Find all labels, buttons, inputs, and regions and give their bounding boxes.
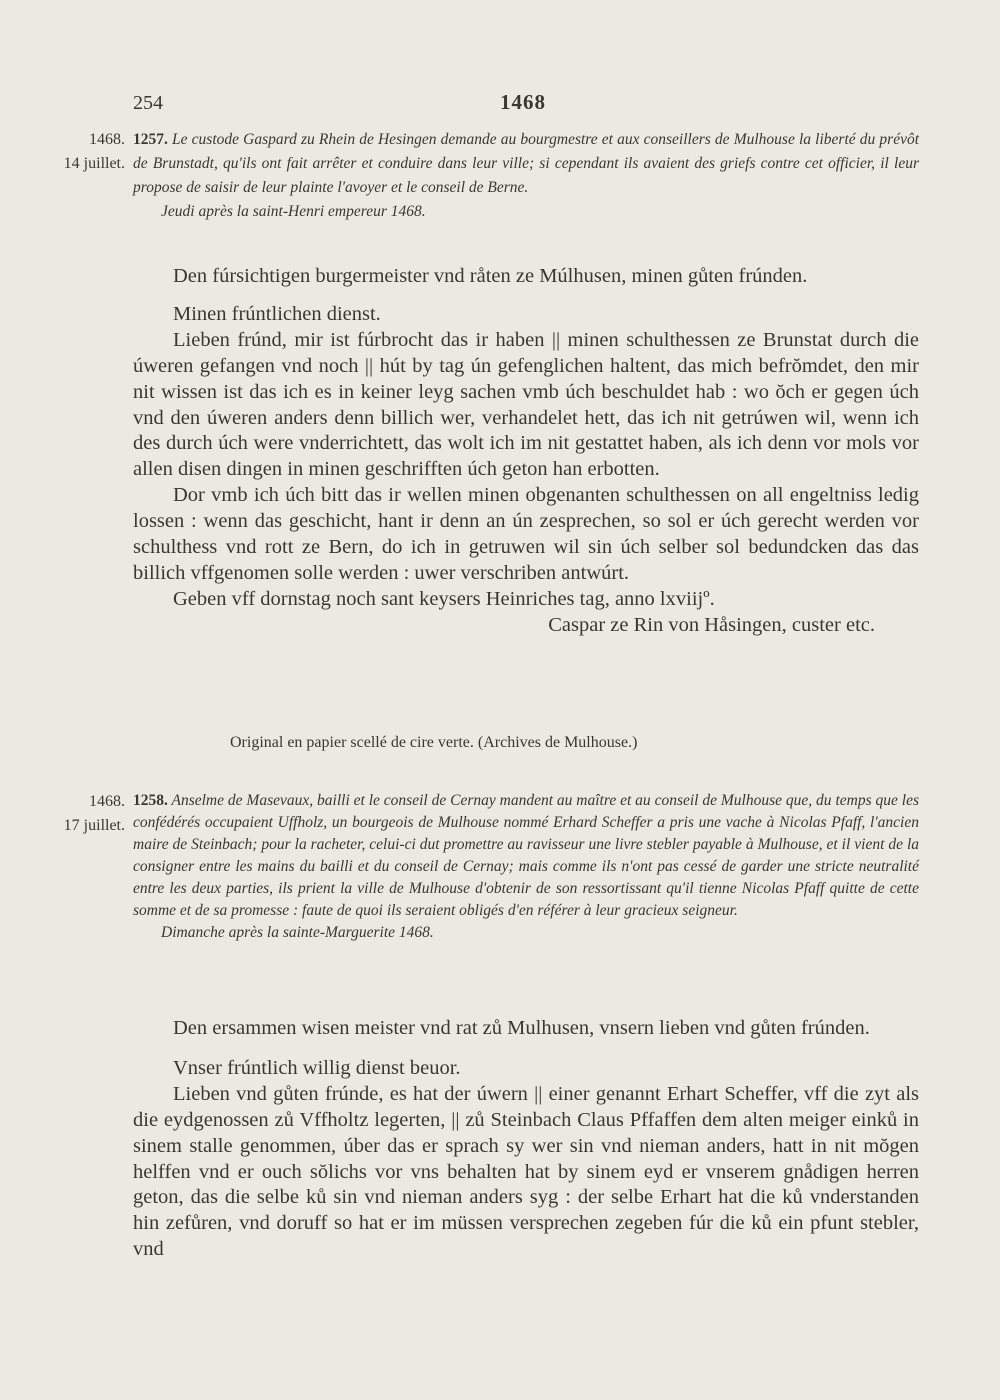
running-head-year: 1468	[500, 90, 546, 114]
letter-greeting: Minen frúntlichen dienst.	[173, 302, 381, 325]
page-number: 254	[133, 92, 163, 114]
margin-date: 17 juillet.	[63, 817, 125, 834]
letter-paragraph: Geben vff dornstag noch sant keysers Heinriches tag, anno lxviijº.	[173, 587, 715, 610]
entry-number: 1258.	[133, 792, 168, 809]
margin-year: 1468.	[89, 131, 125, 148]
entry-1258-letter	[133, 1016, 919, 1263]
entry-date: Dimanche après la sainte-Marguerite 1468.	[161, 924, 434, 941]
entry-date: Jeudi après la saint-Henri empereur 1468.	[161, 203, 426, 220]
entry-1257-regest	[133, 128, 919, 224]
entry-1258-margin-note	[0, 790, 125, 838]
letter-address: Den ersammen wisen meister vnd rat zů Mulhusen, vnsern lieben vnd gůten frúnden.	[173, 1017, 870, 1039]
entry-summary: Anselme de Masevaux, bailli et le conseil de Cernay mandent au maître et au conseil de Mulhouse que, du temps que les confédérés occupaient Uffholz, un bourgeois de Mulhouse nommé Erhard Scheffer a pris une vache à Nicolas Pfaff, l'ancien maire de Steinbach; pour la racheter, celui-ci dut promettre au ravisseur une livre stebler payable à Mulhouse, et il vient de la consigner entre les mains du bailli et du conseil de Cernay; mais comme ils n'ont pas cessé de garder une stricte neutralité entre les deux parties, ils prient la ville de Mulhouse d'obtenir de son ressortissant qu'il tienne Nicolas Pfaff quitte de cette somme et de sa promesse : faute de quoi ils seraient obligés d'en référer à leur gracieux seigneur.	[133, 792, 919, 919]
letter-greeting: Vnser frúntlich willig dienst beuor.	[173, 1056, 461, 1079]
entry-1257-letter	[133, 264, 919, 639]
letter-address: Den fúrsichtigen burgermeister vnd råten ze Múlhusen, minen gůten frúnden.	[173, 265, 808, 287]
letter-signature: Caspar ze Rin von Håsingen, custer etc.	[548, 613, 875, 636]
entry-1258-regest	[133, 790, 919, 944]
entry-1257-margin-note	[0, 128, 125, 176]
letter-paragraph: Dor vmb ich úch bitt das ir wellen minen obgenanten schulthessen on all engeltniss ledig lossen : wenn das geschicht, hant ir denn an ún zesprechen, so sol er úch gerecht werden vor schulthess vnd rott ze Bern, do ich in getruwen wil sin úch selber sol bedundcken das das billich vffgenomen solle werden : uwer verschriben antwúrt.	[133, 484, 919, 584]
entry-number: 1257.	[133, 131, 168, 148]
entry-summary: Le custode Gaspard zu Rhein de Hesingen demande au bourgmestre et aux conseillers de Mulhouse la liberté du prévôt de Brunstadt, qu'ils ont fait arrêter et conduire dans leur ville; si cependant ils avaient des griefs contre cet officier, il leur propose de saisir de leur plainte l'avoyer et le conseil de Berne.	[133, 131, 920, 196]
letter-paragraph: Lieben vnd gůten frúnde, es hat der úwern || einer genannt Erhart Scheffer, vff die zyt als die eydgenossen zů Vffholtz legerten, || zů Steinbach Claus Pffaffen dem alten meiger einků in sinem stalle genommen, úber das er sprach sy wer sin vnd nieman anders, hatt in nit mŏgen helffen vnd er ouch sŏlichs vor vns behalten hat by sinem eyd er vnserem gnådigen herren geton, das die selbe ků sin vnd nieman anders syg : der selbe Erhart hat die ků vnderstanden hin zefůren, vnd doruff so hat er im müssen versprechen zegeben fúr die ků ein pfunt stebler, vnd	[133, 1082, 919, 1261]
margin-date: 14 juillet.	[63, 155, 125, 172]
source-note: Original en papier scellé de cire verte. (Archives de Mulhouse.)	[230, 734, 638, 751]
letter-paragraph: Lieben frúnd, mir ist fúrbrocht das ir haben || minen schulthessen ze Brunstat durch die úweren gefangen vnd noch || hút by tag ún gefenglichen haltent, das mich befrŏmdet, den mir nit wissen ist das ich es in keiner leyg sachen vmb úch beschuldet hab : wo ŏch er gegen úch vnd den úweren anders denn billich wer, verhandelet hett, das ich nit getrúwen wil, wenn ich des durch úch were vnderrichtett, das wolt ich im nit gestattet haben, als ich denn vor mols vor allen disen dingen in minen geschrifften úch geton han erbotten.	[133, 328, 919, 481]
margin-year: 1468.	[89, 793, 125, 810]
